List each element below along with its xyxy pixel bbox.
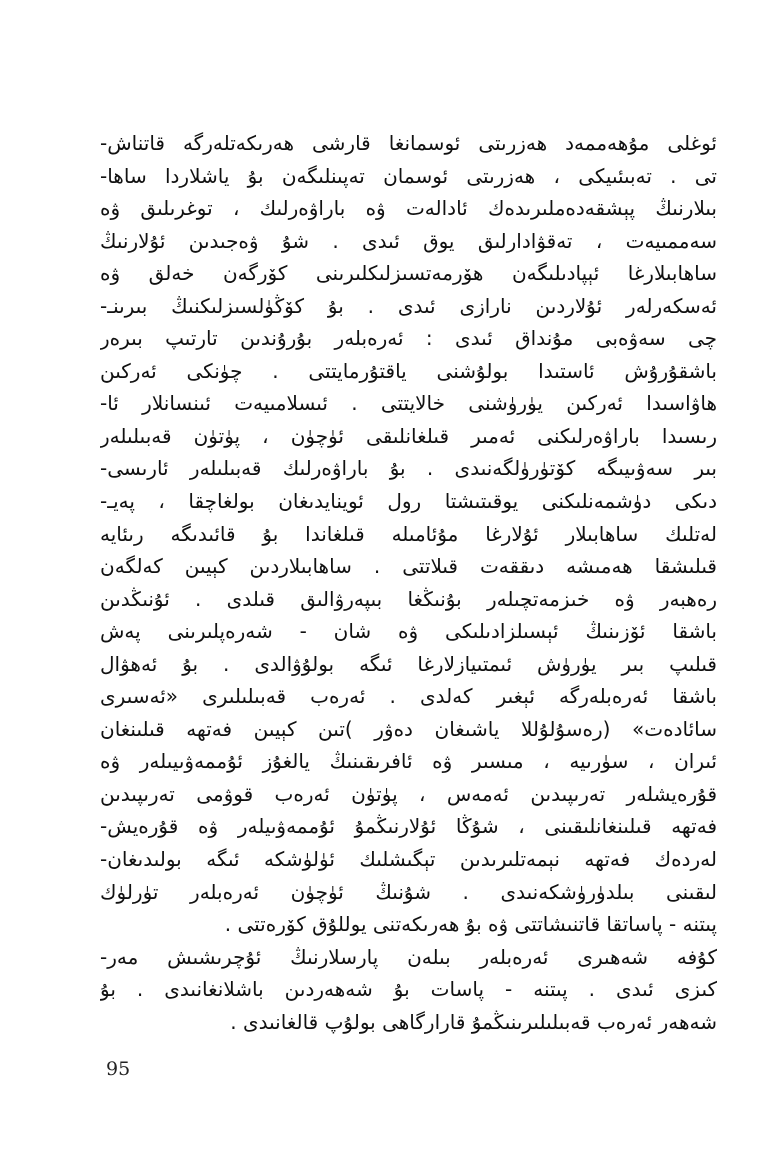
text-line: كىزى ئىدى . پىتنە - پاسات بۇ شەھەردىن باشلانغانىدى . بۇ bbox=[100, 977, 717, 1002]
text-line: باشقۇرۇش ئاستىدا بولۇشنى ياقتۇرمايتتى . چۈنكى ئەركىن bbox=[100, 358, 717, 383]
text-line: فەتھە قىلىنغانلىقىنى ، شۇڭا ئۇلارنىڭمۇ ئۇممەۋىيلەر ۋە قۇرەيش- bbox=[100, 814, 717, 839]
text-line: قىلىشقا ھەمىشە دىققەت قىلاتتى . ساھابىلاردىن كېيىن كەلگەن bbox=[100, 554, 717, 579]
text-line: پىتنە - پاساتقا قاتنىشاتتى ۋە بۇ ھەرىكەتنى يوللۇق كۆرەتتى . bbox=[224, 912, 717, 937]
text-line: بىر سەۋىيىگە كۆتۈرۈلگەنىدى . بۇ باراۋەرلىك قەبىلىلەر ئارىسى- bbox=[100, 456, 717, 481]
text-line: ئىران ، سۈرىيە ، مىسىر ۋە ئافرىقىنىڭ يالغۇز ئۇممەۋىيىلەر ۋە bbox=[100, 749, 717, 774]
text-line: لەردەك فەتھە نېمەتلىرىدىن تېگىشلىك ئۈلۈشكە ئىگە بولىدىغان- bbox=[100, 847, 717, 872]
text-line: تى . تەبىئىيكى ، ھەزرىتى ئوسمان تەپىنلىگەن بۇ ياشلاردا ساھا- bbox=[100, 163, 717, 188]
text-line: كۇفە شەھىرى ئەرەبلەر بىلەن پارسلارنىڭ ئۇچرىشىش مەر- bbox=[100, 944, 717, 969]
text-line: ئەسكەرلەر ئۇلاردىن نارازى ئىدى . بۇ كۆڭۈلسىزلىكنىڭ بىرىنـ- bbox=[100, 293, 717, 318]
text-line: سەممىيەت ، تەقۋادارلىق يوق ئىدى . شۇ ۋەجىدىن ئۇلارنىڭ bbox=[100, 228, 717, 253]
text-line: دىكى دۈشمەنلىكنى يوقىتىشتا رول ئوينايدىغان بولغاچقا ، پەيـ- bbox=[100, 489, 717, 514]
text-line: لەتلىك ساھابىلار ئۇلارغا مۇئامىلە قىلغاندا بۇ قائىدىگە رىئايە bbox=[100, 521, 717, 546]
text-line: ئوغلى مۇھەممەد ھەزرىتى ئوسمانغا قارشى ھەرىكەتلەرگە قاتناش- bbox=[100, 131, 717, 155]
text-line: قىلىپ بىر يۈرۈش ئىمتىيازلارغا ئىگە بولۇۋالدى . بۇ ئەھۋال bbox=[100, 651, 717, 676]
page-number: 95 bbox=[106, 1058, 131, 1080]
text-line: قۇرەيشلەر تەرىپىدىن ئەمەس ، پۈتۈن ئەرەب قوۋمى تەرىپىدىن bbox=[100, 781, 717, 806]
text-line: چى سەۋەبى مۇنداق ئىدى : ئەرەبلەر بۇرۇندىن تارتىپ بىرەر bbox=[100, 326, 717, 351]
text-line: رىسىدا باراۋەرلىكنى ئەمىر قىلغانلىقى ئۈچۈن ، پۈتۈن قەبىلىلەر bbox=[100, 423, 717, 448]
text-line: ھاۋاسىدا ئەركىن يۈرۈشنى خالايتتى . ئىسلامىيەت ئىنسانلار ئا- bbox=[100, 391, 717, 416]
text-line: باشقا ئەرەبلەرگە ئېغىر كەلدى . ئەرەب قەبىلىلىرى «ئەسىرى bbox=[100, 684, 717, 709]
text-line: رەھبەر ۋە خىزمەتچىلەر بۇنىڭغا بىپەرۋالىق قىلدى . ئۇنىڭدىن bbox=[100, 586, 717, 611]
text-line: شەھەر ئەرەب قەبىلىلىرىنىڭمۇ قارارگاھى بولۇپ قالغانىدى . bbox=[230, 1009, 717, 1034]
text-line: باشقا ئۆزىنىڭ ئېسىلزادىلىكى ۋە شان - شەرەپلىرىنى پەش bbox=[100, 619, 717, 644]
body-text bbox=[100, 127, 717, 1038]
text-line: بىلارنىڭ پېشقەدەملىرىدەك ئادالەت ۋە باراۋەرلىك ، توغرىلىق ۋە bbox=[100, 196, 717, 221]
text-line: لىقىنى بىلدۈرۈشكەنىدى . شۇنىڭ ئۈچۈن ئەرەبلەر تۈرلۈك bbox=[100, 879, 717, 904]
text-line: سائادەت» (رەسۇلۇللا ياشىغان دەۋر )تىن كېيىن فەتھە قىلىنغان bbox=[100, 716, 717, 741]
text-line: ساھابىلارغا ئېپادىلىگەن ھۆرمەتسىزلىكلىرىنى كۆرگەن خەلق ۋە bbox=[100, 261, 717, 286]
